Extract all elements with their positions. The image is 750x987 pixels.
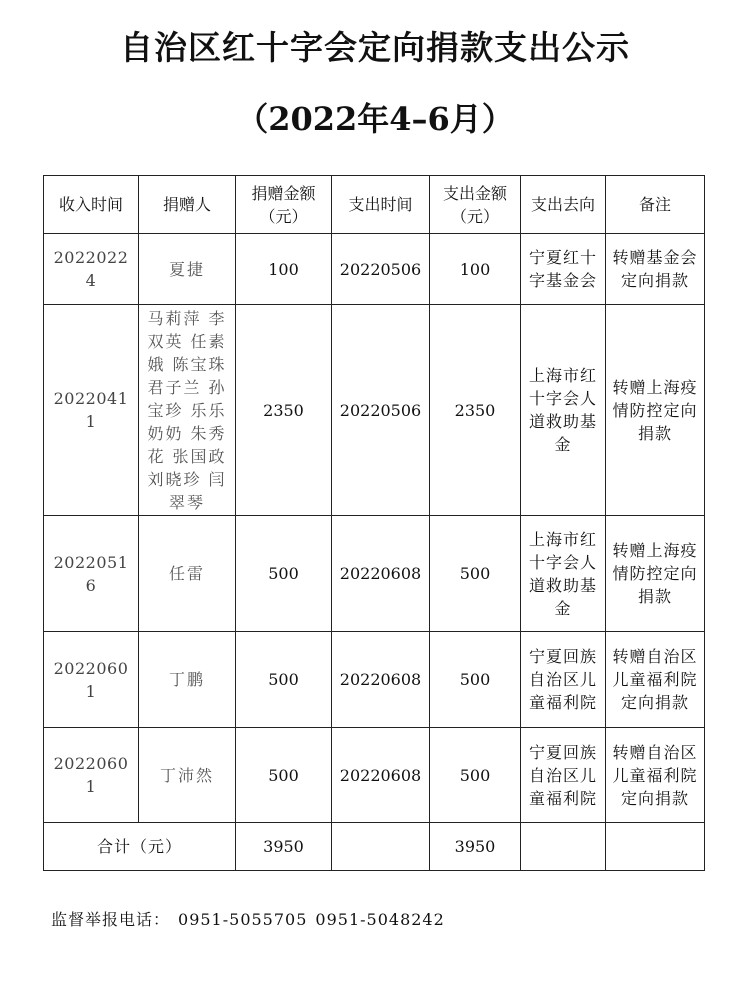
donation-amount-cell: 500 <box>236 728 332 823</box>
hotline-phone-1: 0951-5055705 <box>178 910 308 929</box>
total-expense-cell: 3950 <box>430 823 521 871</box>
total-label-cell: 合计（元） <box>44 823 236 871</box>
donation-amount-cell: 100 <box>236 234 332 305</box>
donor-cell: 丁沛然 <box>139 728 236 823</box>
donor-cell: 任雷 <box>139 516 236 632</box>
remark-cell: 转赠上海疫情防控定向捐款 <box>606 305 705 516</box>
expense-amount-cell: 2350 <box>430 305 521 516</box>
donation-amount-cell: 2350 <box>236 305 332 516</box>
expense-date-cell: 20220608 <box>332 632 430 728</box>
header-expense-amount: 支出金额（元） <box>430 176 521 234</box>
expense-date-cell: 20220608 <box>332 728 430 823</box>
total-row <box>44 823 705 871</box>
table-row <box>44 305 705 516</box>
header-donation-amount: 捐赠金额（元） <box>236 176 332 234</box>
income-date-cell: 20220516 <box>44 516 139 632</box>
header-remark: 备注 <box>606 176 705 234</box>
expense-amount-cell: 100 <box>430 234 521 305</box>
table-row <box>44 728 705 823</box>
donation-expense-table <box>43 175 705 871</box>
income-date-cell: 20220601 <box>44 632 139 728</box>
hotline-label: 监督举报电话： <box>51 910 171 929</box>
total-empty-cell <box>606 823 705 871</box>
total-empty-cell <box>332 823 430 871</box>
destination-cell: 宁夏红十字基金会 <box>521 234 606 305</box>
expense-amount-cell: 500 <box>430 728 521 823</box>
table-row <box>44 516 705 632</box>
header-donor: 捐赠人 <box>139 176 236 234</box>
expense-date-cell: 20220506 <box>332 234 430 305</box>
donation-amount-cell: 500 <box>236 516 332 632</box>
table-header-row <box>44 176 705 234</box>
donor-cell: 马莉萍 李双英 任素娥 陈宝珠 君子兰 孙宝珍 乐乐奶奶 朱秀花 张国政 刘晓珍 闫翠琴 <box>139 305 236 516</box>
income-date-cell: 20220224 <box>44 234 139 305</box>
donor-cell: 丁鹏 <box>139 632 236 728</box>
page-subtitle: （2022年4–6月） <box>236 100 514 138</box>
destination-cell: 宁夏回族自治区儿童福利院 <box>521 728 606 823</box>
destination-cell: 上海市红十字会人道救助基金 <box>521 305 606 516</box>
total-donation-cell: 3950 <box>236 823 332 871</box>
header-destination: 支出去向 <box>521 176 606 234</box>
remark-cell: 转赠基金会定向捐款 <box>606 234 705 305</box>
header-expense-date: 支出时间 <box>332 176 430 234</box>
donation-amount-cell: 500 <box>236 632 332 728</box>
donor-cell: 夏捷 <box>139 234 236 305</box>
hotline-phone-2: 0951-5048242 <box>315 910 445 929</box>
supervision-hotline <box>51 907 453 930</box>
expense-amount-cell: 500 <box>430 516 521 632</box>
table-row <box>44 234 705 305</box>
total-empty-cell <box>521 823 606 871</box>
destination-cell: 上海市红十字会人道救助基金 <box>521 516 606 632</box>
expense-date-cell: 20220506 <box>332 305 430 516</box>
remark-cell: 转赠自治区儿童福利院定向捐款 <box>606 632 705 728</box>
table-row <box>44 632 705 728</box>
remark-cell: 转赠上海疫情防控定向捐款 <box>606 516 705 632</box>
page-title: 自治区红十字会定向捐款支出公示 <box>120 28 630 67</box>
income-date-cell: 20220601 <box>44 728 139 823</box>
expense-date-cell: 20220608 <box>332 516 430 632</box>
remark-cell: 转赠自治区儿童福利院定向捐款 <box>606 728 705 823</box>
income-date-cell: 20220411 <box>44 305 139 516</box>
header-income-date: 收入时间 <box>44 176 139 234</box>
destination-cell: 宁夏回族自治区儿童福利院 <box>521 632 606 728</box>
expense-amount-cell: 500 <box>430 632 521 728</box>
